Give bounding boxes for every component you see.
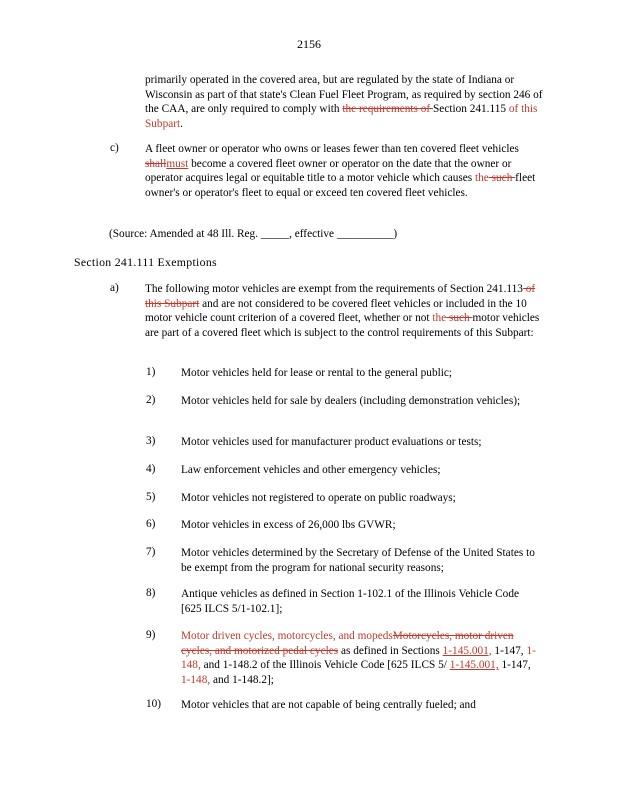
exemption-number: 9): [146, 629, 156, 641]
inserted-text: 1-148,: [181, 673, 211, 686]
paragraph-text: and are not considered to be covered fleet vehicles or included in the 10 motor vehicle count criterion of a covered fleet, whether or not: [145, 297, 527, 325]
item-a-text: [145, 282, 545, 340]
exemption-text: [181, 629, 541, 687]
inserted-text: the: [432, 312, 447, 325]
inserted-text: of this Subpart: [145, 103, 538, 130]
paragraph-text: fleet owner's or operator's fleet to equal or exceed ten covered fleet vehicles.: [145, 172, 536, 199]
paragraph-text: 1-147,: [498, 659, 531, 672]
paragraph-text: .: [180, 117, 183, 130]
deleted-text: such: [488, 172, 516, 185]
paragraph-text: 1-147,: [491, 644, 527, 657]
exemption-text: Motor vehicles not registered to operate on public roadways;: [181, 492, 456, 504]
exemption-number: 10): [146, 698, 162, 710]
paragraph-text: A fleet owner or operator who owns or leases fewer than ten covered fleet vehicles: [145, 143, 519, 155]
item-a-label: a): [110, 282, 119, 294]
paragraph-text: and 1-148.2];: [210, 673, 274, 686]
exemption-number: 8): [146, 587, 156, 599]
continued-paragraph: [145, 73, 545, 131]
exemption-number: 1): [146, 366, 156, 378]
paragraph-text: primarily operated in the covered area, but are regulated by the state of Indiana or Wisconsin as part of that state's Clean Fuel Fleet Program, as required by section 246 of the CAA, are only required to comply with: [145, 74, 543, 116]
item-c-text: [145, 142, 540, 200]
paragraph-text: and 1-148.2 of the Illinois Vehicle Code [625 ILCS 5/: [200, 659, 450, 672]
exemption-text: Motor vehicles held for sale by dealers (including demonstration vehicles);: [181, 395, 521, 407]
page-number: 2156: [297, 37, 321, 51]
inserted-text: 1-145.001,: [449, 659, 499, 672]
paragraph-text: become a covered fleet owner or operator on the date that the owner or operator acquires legal or equitable title to a motor vehicle which causes: [145, 157, 512, 185]
item-c-label: c): [110, 142, 119, 154]
inserted-text: must: [166, 157, 189, 170]
paragraph-text: Section 241.115: [433, 103, 507, 116]
inserted-text: 1-145.001,: [442, 644, 492, 657]
inserted-text: the: [475, 172, 489, 185]
exemption-number: 7): [146, 546, 156, 558]
exemption-text: Motor vehicles used for manufacturer product evaluations or tests;: [181, 436, 482, 448]
exemption-number: 2): [146, 394, 156, 406]
exemption-text: Antique vehicles as defined in Section 1-102.1 of the Illinois Vehicle Code [625 ILCS 5/1-102.1];: [181, 588, 519, 615]
exemption-text: Motor vehicles held for lease or rental to the general public;: [181, 367, 453, 379]
deleted-text: Motorcycles, motor driven cycles, and motorized pedal cycles: [181, 630, 514, 657]
exemption-text: Motor vehicles that are not capable of being centrally fueled; and: [181, 699, 476, 711]
deleted-text: the requirements of: [342, 103, 434, 116]
deleted-text: such: [446, 312, 473, 325]
exemption-text: Law enforcement vehicles and other emergency vehicles;: [181, 464, 441, 476]
source-note: (Source: Amended at 48 Ill. Reg. _____, effective __________): [109, 228, 398, 240]
exemption-number: 4): [146, 463, 156, 475]
paragraph-text: The following motor vehicles are exempt from the requirements of Section 241.113: [145, 283, 523, 295]
paragraph-text: motor vehicles are part of a covered fleet which is subject to the control requirements of this Subpart:: [145, 312, 540, 339]
exemption-text: Motor vehicles determined by the Secretary of Defense of the United States to be exempt from the program for national security reasons;: [181, 547, 535, 574]
exemption-number: 5): [146, 491, 156, 503]
section-heading: Section 241.111 Exemptions: [74, 255, 217, 269]
exemption-number: 6): [146, 518, 156, 530]
exemption-text: Motor vehicles in excess of 26,000 lbs GVWR;: [181, 519, 396, 531]
deleted-text: shall: [145, 157, 167, 170]
exemption-number: 3): [146, 435, 156, 447]
inserted-text: 1-148,: [181, 644, 536, 672]
paragraph-text: as defined in Sections: [338, 644, 443, 657]
deleted-text: of this Subpart: [145, 283, 536, 310]
inserted-text: Motor driven cycles, motorcycles, and mopeds: [181, 630, 393, 642]
